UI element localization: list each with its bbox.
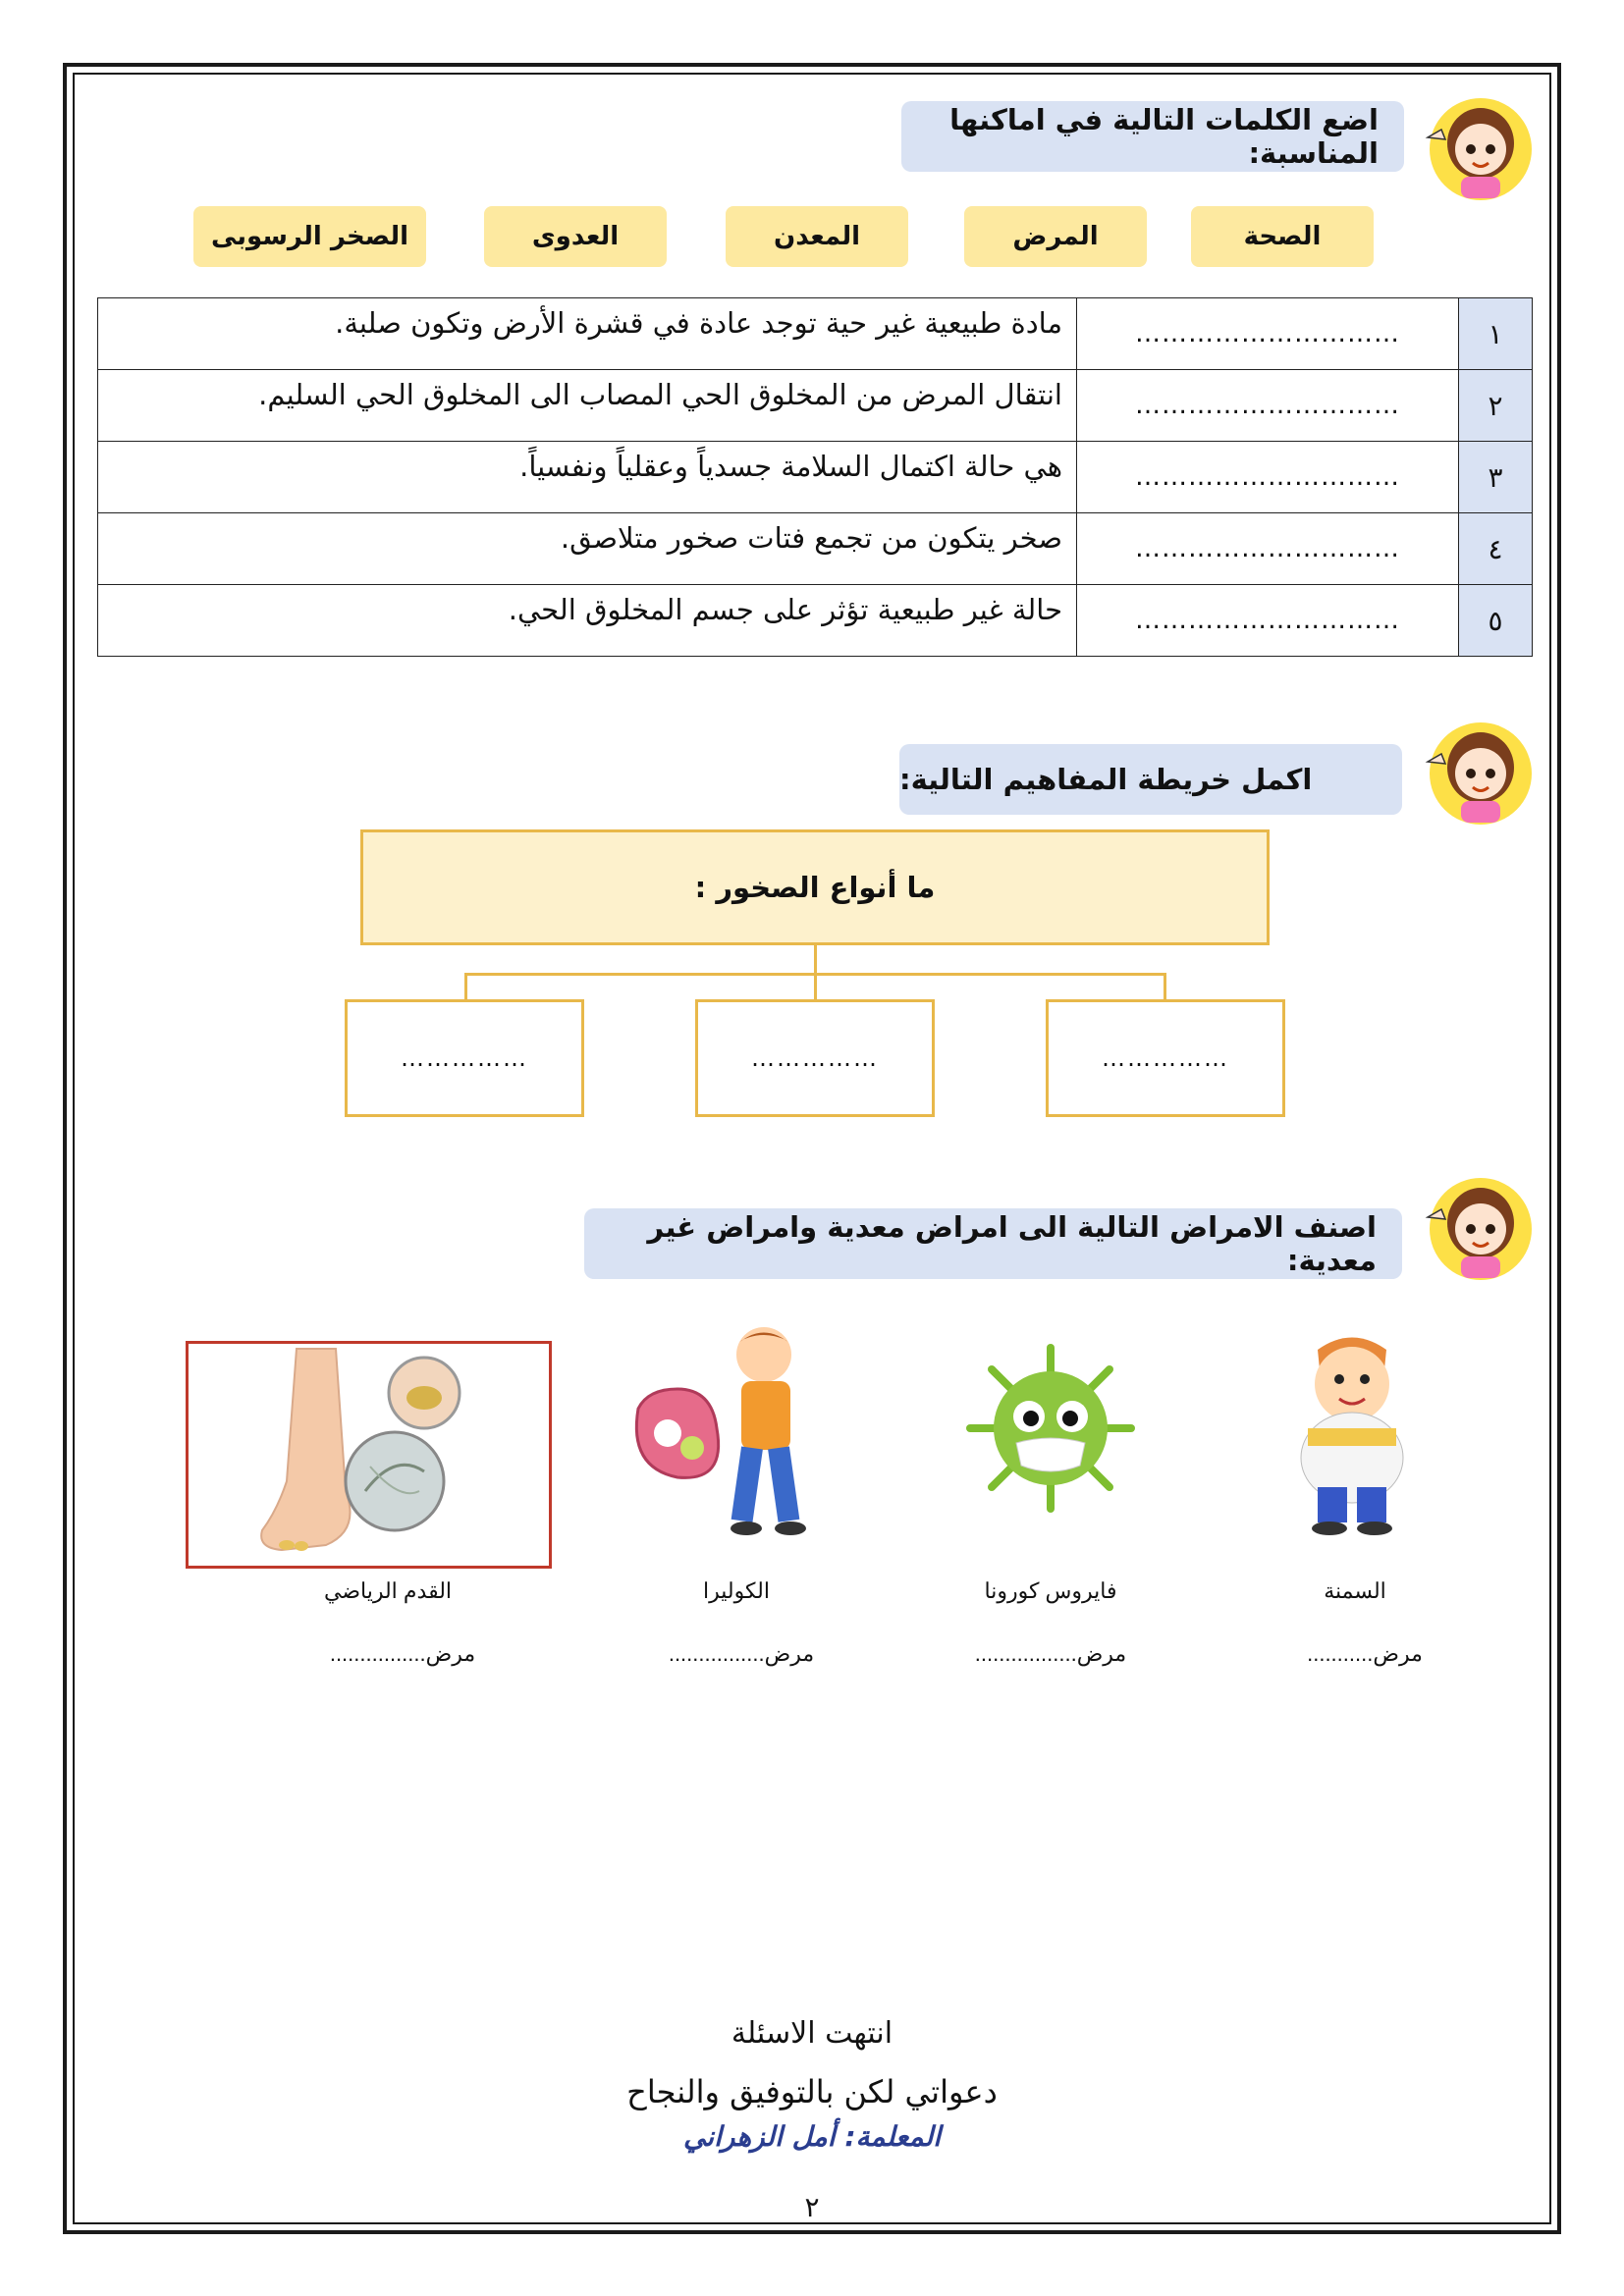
section3-title: اصنف الامراض التالية الى امراض معدية وامراض غير معدية: [584, 1208, 1402, 1279]
row-number: ٢ [1459, 370, 1533, 442]
word-chip-5: الصخر الرسوبى [193, 206, 426, 267]
row-number: ٤ [1459, 513, 1533, 585]
table-row [98, 370, 1533, 442]
answer-blank[interactable]: ………………………… [1077, 298, 1459, 370]
word-chip-2: المرض [964, 206, 1147, 267]
foot-icon [189, 1344, 549, 1566]
obese-boy-icon [1288, 1330, 1416, 1536]
girl-avatar-icon [1422, 719, 1532, 828]
concept-map-box-3[interactable]: …………… [345, 999, 584, 1117]
word-chip-1: الصحة [1191, 206, 1374, 267]
table-row [98, 585, 1533, 657]
answer-blank[interactable]: ………………………… [1077, 513, 1459, 585]
teacher-signature: المعلمة: أمل الزهراني [682, 2120, 942, 2153]
girl-avatar-icon [1422, 94, 1532, 204]
cholera-boy-icon [619, 1320, 844, 1541]
word-chip-3: المعدن [726, 206, 908, 267]
athletes-foot-photo [186, 1341, 552, 1569]
row-definition: انتقال المرض من المخلوق الحي المصاب الى المخلوق الحي السليم. [98, 370, 1077, 442]
concept-map-main: ما أنواع الصخور : [360, 829, 1270, 945]
word-chip-4: العدوى [484, 206, 667, 267]
answer-blank[interactable]: ………………………… [1077, 585, 1459, 657]
row-number: ٥ [1459, 585, 1533, 657]
answer-blank[interactable]: ………………………… [1077, 370, 1459, 442]
row-definition: مادة طبيعية غير حية توجد عادة في قشرة الأرض وتكون صلبة. [98, 298, 1077, 370]
table-row [98, 513, 1533, 585]
good-luck-message: دعواتي لكن بالتوفيق والنجاح [626, 2073, 998, 2110]
disease-label: السمنة [1324, 1578, 1386, 1603]
disease-answer-blank[interactable]: مرض........... [1307, 1641, 1423, 1666]
disease-label: القدم الرياضي [323, 1578, 453, 1603]
disease-label: الكوليرا [703, 1578, 770, 1603]
connector-line [814, 973, 817, 999]
coronavirus-icon [962, 1340, 1139, 1517]
disease-answer-blank[interactable]: مرض................ [668, 1641, 815, 1666]
row-number: ١ [1459, 298, 1533, 370]
girl-avatar-icon [1422, 1174, 1532, 1284]
table-row [98, 298, 1533, 370]
section1-title: اضع الكلمات التالية في اماكنها المناسبة: [901, 101, 1404, 172]
concept-map-box-1[interactable]: …………… [1046, 999, 1285, 1117]
end-of-questions: انتهت الاسئلة [731, 2016, 893, 2051]
disease-answer-blank[interactable]: مرض................ [329, 1641, 476, 1666]
page-number: ٢ [804, 2191, 820, 2223]
answer-blank[interactable]: ………………………… [1077, 442, 1459, 513]
connector-line [1164, 973, 1166, 999]
connector-line [814, 945, 817, 975]
table-row [98, 442, 1533, 513]
disease-label: فايروس كورونا [984, 1578, 1117, 1603]
row-definition: هي حالة اكتمال السلامة جسدياً وعقلياً ونفسياً. [98, 442, 1077, 513]
row-number: ٣ [1459, 442, 1533, 513]
section2-title: اكمل خريطة المفاهيم التالية: [899, 744, 1402, 815]
row-definition: صخر يتكون من تجمع فتات صخور متلاصق. [98, 513, 1077, 585]
connector-line [464, 973, 467, 999]
matching-table [97, 297, 1533, 657]
disease-answer-blank[interactable]: مرض................. [974, 1641, 1127, 1666]
concept-map-box-2[interactable]: …………… [695, 999, 935, 1117]
row-definition: حالة غير طبيعية تؤثر على جسم المخلوق الحي. [98, 585, 1077, 657]
